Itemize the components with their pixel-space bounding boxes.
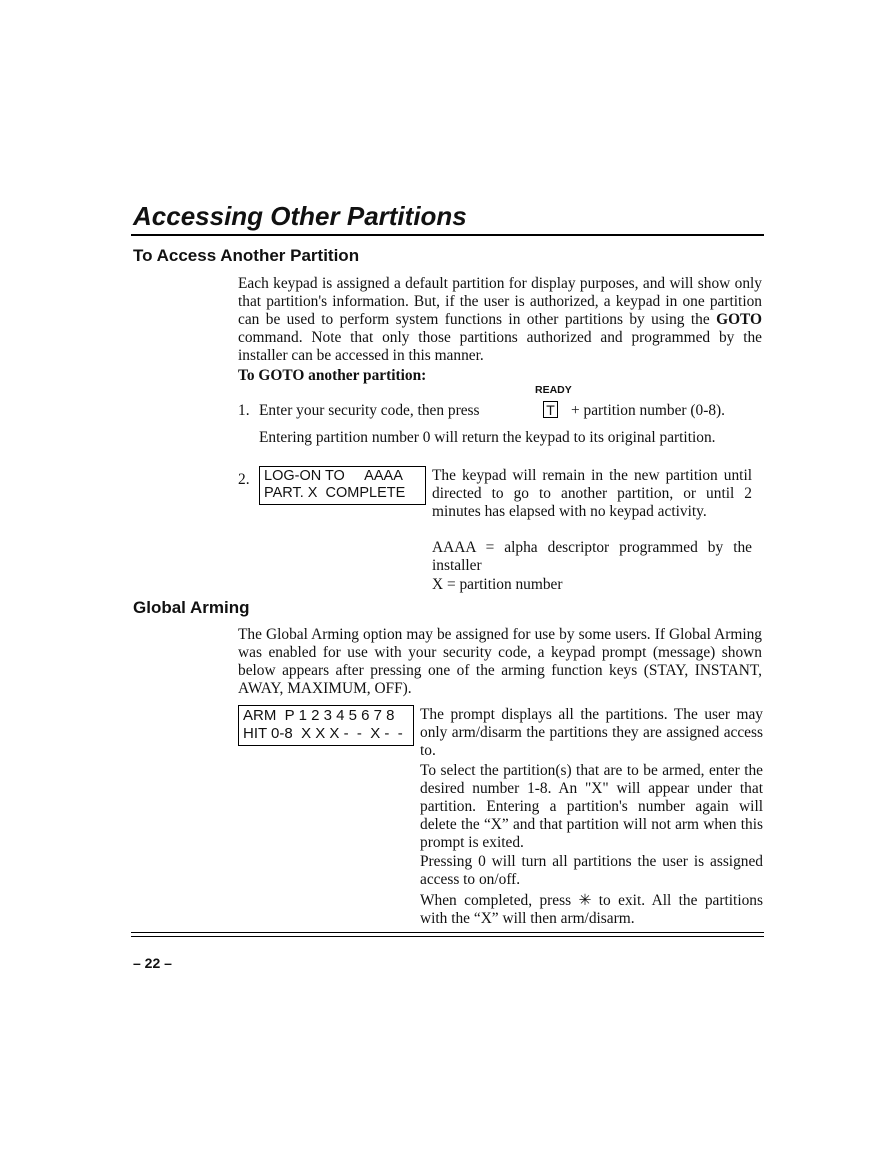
global-arming-intro: The Global Arming option may be assigned for use by some users. If Global Arming was enabled for use with your security code, a keypad prompt (message) shown below appears after pressing one of the arming function keys (STAY, INSTANT, AWAY, MAXIMUM, OFF). — [238, 626, 762, 697]
intro-text-2: command. Note that only those partitions authorized and programmed by the installer can be accessed in this manner. — [238, 329, 762, 364]
arm-desc-4: When completed, press ✳ to exit. All the partitions with the “X” will then arm/disarm. — [420, 892, 763, 927]
intro-text-1: Each keypad is assigned a default partition for display purposes, and will show only that partition's information. But, if the user is authorized, a keypad in one partition can be used to perform system functions in other partitions by using the — [238, 275, 762, 328]
t-key-label: T — [543, 401, 558, 418]
logon-display — [259, 466, 426, 505]
goto-command: GOTO — [716, 311, 762, 328]
logon-display-line1: LOG-ON TO AAAA — [264, 468, 403, 484]
t-key — [543, 401, 558, 420]
goto-subheading: To GOTO another partition: — [238, 367, 427, 384]
title-rule — [131, 234, 764, 236]
step1-number: 1. — [238, 402, 250, 419]
arm-desc-1: The prompt displays all the partitions. The user may only arm/disarm the partitions they are assigned access to. — [420, 706, 763, 759]
arm-desc-2: To select the partition(s) that are to be armed, enter the desired number 1-8. An "X" will appear under that partition. Entering a partition's number again will delete the “X” and that partition will not arm when this prompt is exited. — [420, 762, 763, 851]
step2-number: 2. — [238, 471, 250, 488]
step1-text: Enter your security code, then press — [259, 402, 480, 419]
page-number: – 22 – — [133, 955, 172, 971]
arm-desc-3: Pressing 0 will turn all partitions the user is assigned access to on/off. — [420, 853, 763, 888]
logon-display-line2: PART. X COMPLETE — [264, 485, 406, 501]
step1-note: Entering partition number 0 will return the keypad to its original partition. — [259, 429, 716, 446]
arm-display-line2: HIT 0-8 X X X - - X - - — [243, 725, 403, 742]
section-heading-access-partition: To Access Another Partition — [133, 246, 360, 265]
step2-description: The keypad will remain in the new partition until directed to go to another partition, or until 2 minutes has elapsed with no keypad activity. — [432, 467, 752, 520]
intro-paragraph — [238, 275, 762, 365]
arm-prompt-display — [238, 705, 414, 746]
step1-suffix: + partition number (0-8). — [571, 402, 725, 419]
step2-aaaa-note: AAAA = alpha descriptor programmed by the installer — [432, 539, 752, 574]
ready-label: READY — [535, 384, 572, 396]
footer-rule — [131, 932, 764, 937]
step2-x-note: X = partition number — [432, 576, 563, 593]
page-title: Accessing Other Partitions — [133, 201, 467, 231]
arm-display-line1: ARM P 1 2 3 4 5 6 7 8 — [243, 707, 395, 724]
section-heading-global-arming: Global Arming — [133, 598, 250, 617]
